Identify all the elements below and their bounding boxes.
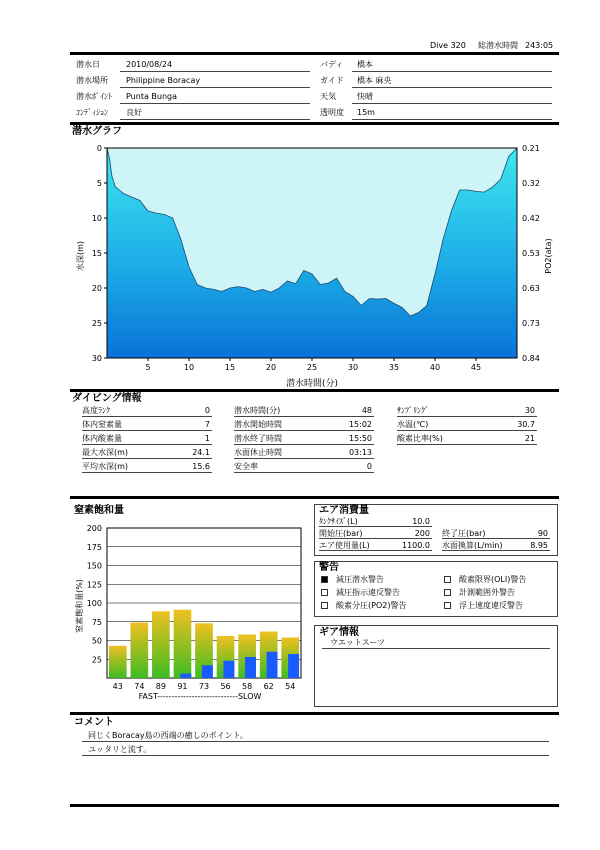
air-used-label: エア使用量(L) bbox=[319, 541, 370, 550]
nitrogen-y-tick-label: 125 bbox=[86, 580, 102, 590]
x-tick-label: 20 bbox=[265, 363, 277, 372]
comment-divider bbox=[70, 712, 559, 715]
di-value-sampling: 30 bbox=[524, 406, 535, 415]
po2-tick-label: 0.84 bbox=[522, 354, 540, 363]
di-value-safety: 0 bbox=[366, 462, 372, 471]
nitrogen-y-tick-label: 150 bbox=[86, 561, 102, 571]
di-value-oxygen-ratio: 21 bbox=[524, 434, 535, 443]
air-start-label: 開始圧(bar) bbox=[319, 529, 363, 538]
nitrogen-y-tick-label: 200 bbox=[86, 524, 102, 533]
nitrogen-bar bbox=[109, 646, 127, 678]
info-value-weather: 快晴 bbox=[357, 92, 373, 101]
x-tick-label: 25 bbox=[306, 363, 318, 372]
di-value-avg-depth: 15.6 bbox=[192, 462, 210, 471]
air-title: エア消費量 bbox=[319, 505, 369, 516]
gear-title: ギア情報 bbox=[319, 627, 359, 638]
nitrogen-x-tick-label: 74 bbox=[134, 682, 145, 691]
graph-divider bbox=[70, 122, 559, 125]
info-label-location: 潜水場所 bbox=[76, 76, 108, 85]
y-tick-label: 20 bbox=[91, 284, 102, 293]
di-value-end-time: 15:50 bbox=[348, 434, 372, 443]
di-value-nitrogen: 7 bbox=[204, 420, 210, 429]
warning-ascent-rate: 浮上速度違反警告 bbox=[444, 601, 523, 611]
air-start-value: 200 bbox=[414, 529, 430, 538]
nitrogen-chart bbox=[70, 516, 310, 712]
nitrogen-x-tick-label: 89 bbox=[155, 682, 166, 691]
x-tick-label: 15 bbox=[224, 363, 236, 372]
comment-title: コメント bbox=[74, 717, 114, 728]
nitrogen-x-tick-label: 56 bbox=[220, 682, 231, 691]
y-tick-label: 10 bbox=[91, 214, 102, 223]
di-label-start-time: 潜水開始時間 bbox=[234, 420, 282, 429]
nitrogen-divider bbox=[70, 496, 559, 499]
checkbox bbox=[321, 602, 328, 609]
po2-tick-label: 0.32 bbox=[522, 179, 540, 188]
warning-decompression: 減圧潜水警告 bbox=[321, 575, 384, 585]
warning-oli: 酸素限界(OLI)警告 bbox=[444, 575, 526, 585]
nitrogen-title: 窒素飽和量 bbox=[74, 505, 124, 516]
di-label-max-depth: 最大水深(m) bbox=[82, 448, 129, 457]
nitrogen-y-tick-label: 100 bbox=[86, 599, 102, 608]
po2-axis-label: PO2(ata) bbox=[544, 238, 553, 274]
di-label-surface-interval: 水面休止時間 bbox=[234, 448, 282, 457]
y-tick-label: 5 bbox=[96, 179, 102, 188]
nitrogen-bar-secondary bbox=[267, 652, 278, 678]
air-tank-value: 10.0 bbox=[412, 517, 430, 526]
graph-title: 潜水グラフ bbox=[72, 126, 122, 137]
po2-tick-label: 0.53 bbox=[522, 249, 540, 258]
diving-info-title: ダイビング情報 bbox=[72, 393, 142, 404]
di-label-oxygen-ratio: 酸素比率(%) bbox=[397, 434, 443, 443]
di-label-dive-time: 潜水時間(分) bbox=[234, 406, 281, 415]
info-value-location: Philippine Boracay bbox=[126, 76, 201, 85]
comment-line-2: ユッタリと流す。 bbox=[88, 745, 152, 754]
info-label-point: 潜水ﾎﾟｲﾝﾄ bbox=[76, 92, 112, 101]
nitrogen-bar bbox=[174, 610, 192, 678]
di-label-altitude: 高度ﾗﾝｸ bbox=[82, 406, 110, 415]
info-value-buddy: 橋本 bbox=[357, 60, 373, 69]
nitrogen-x-tick-label: 54 bbox=[285, 682, 296, 691]
nitrogen-bar-secondary bbox=[245, 657, 256, 678]
di-label-oxygen: 体内酸素量 bbox=[82, 434, 122, 443]
warning-deco-violation: 減圧指示違反警告 bbox=[321, 588, 400, 598]
x-tick-label: 40 bbox=[429, 363, 441, 372]
warnings-title: 警告 bbox=[319, 562, 339, 573]
po2-tick-label: 0.21 bbox=[522, 144, 540, 153]
di-label-water-temp: 水温(℃) bbox=[397, 420, 429, 429]
info-label-visibility: 透明度 bbox=[320, 108, 344, 117]
di-value-max-depth: 24.1 bbox=[192, 448, 210, 457]
nitrogen-x-tick-label: 62 bbox=[263, 682, 274, 691]
nitrogen-x-tick-label: 43 bbox=[112, 682, 123, 691]
info-label-condition: ｺﾝﾃﾞｨｼｮﾝ bbox=[76, 108, 108, 117]
y-tick-label: 25 bbox=[91, 319, 102, 328]
nitrogen-bar bbox=[130, 623, 148, 679]
di-value-surface-interval: 03:13 bbox=[348, 448, 372, 457]
nitrogen-bar-secondary bbox=[202, 665, 213, 678]
di-label-nitrogen: 体内窒素量 bbox=[82, 420, 122, 429]
di-value-oxygen: 1 bbox=[204, 434, 210, 443]
header-divider bbox=[70, 52, 559, 55]
info-label-guide: ガイド bbox=[320, 76, 344, 85]
nitrogen-x-tick-label: 91 bbox=[177, 682, 188, 691]
nitrogen-axis-label: 窒素飽和量(%) bbox=[75, 579, 84, 633]
info-value-visibility: 15m bbox=[357, 108, 375, 117]
x-tick-label: 30 bbox=[347, 363, 359, 372]
diving-info-divider bbox=[70, 389, 559, 392]
x-tick-label: 10 bbox=[183, 363, 195, 372]
y-tick-label: 30 bbox=[91, 354, 102, 363]
checkbox bbox=[444, 576, 451, 583]
y-tick-label: 15 bbox=[91, 249, 102, 258]
nitrogen-bar-secondary bbox=[288, 654, 299, 678]
di-value-altitude: 0 bbox=[204, 406, 210, 415]
info-value-point: Punta Bunga bbox=[126, 92, 178, 101]
checkbox bbox=[444, 589, 451, 596]
di-label-avg-depth: 平均水深(m) bbox=[82, 462, 129, 471]
di-label-sampling: ｻﾝﾌﾟﾘﾝｸﾞ bbox=[397, 406, 429, 415]
di-value-start-time: 15:02 bbox=[348, 420, 372, 429]
di-label-end-time: 潜水終了時間 bbox=[234, 434, 282, 443]
total-time-value: 243:05 bbox=[525, 41, 554, 50]
po2-tick-label: 0.73 bbox=[522, 319, 540, 328]
fast-slow-label: FAST----------------------------SLOW bbox=[138, 692, 262, 701]
total-time-label: 総潜水時間 bbox=[478, 41, 518, 50]
checkbox-checked bbox=[321, 576, 328, 583]
nitrogen-x-tick-label: 73 bbox=[198, 682, 210, 691]
footer-divider bbox=[70, 804, 559, 807]
nitrogen-x-tick-label: 58 bbox=[242, 682, 253, 691]
checkbox bbox=[444, 602, 451, 609]
air-used-value: 1100.0 bbox=[402, 541, 430, 550]
air-surface-label: 水面換算(L/min) bbox=[442, 541, 503, 550]
info-label-date: 潜水日 bbox=[76, 60, 100, 69]
x-tick-label: 35 bbox=[388, 363, 400, 372]
info-value-guide: 橋本 麻央 bbox=[357, 76, 392, 85]
info-label-weather: 天気 bbox=[320, 92, 336, 101]
gear-value: ウエットスーツ bbox=[330, 638, 386, 647]
dive-number: Dive 320 bbox=[430, 41, 466, 50]
di-label-safety: 安全率 bbox=[234, 462, 258, 471]
air-end-value: 90 bbox=[537, 529, 548, 538]
info-value-date: 2010/08/24 bbox=[126, 60, 173, 69]
depth-axis-label: 水深(m) bbox=[76, 240, 85, 272]
nitrogen-y-tick-label: 75 bbox=[91, 617, 102, 627]
air-end-label: 終了圧(bar) bbox=[442, 529, 486, 538]
info-value-condition: 良好 bbox=[126, 108, 142, 117]
x-tick-label: 45 bbox=[470, 363, 482, 372]
po2-tick-label: 0.42 bbox=[522, 214, 540, 223]
comment-line-1: 同じくBoracay島の西端の癒しのポイント。 bbox=[88, 731, 248, 740]
info-label-buddy: バディ bbox=[320, 60, 344, 69]
dive-profile-graph bbox=[70, 138, 560, 390]
nitrogen-bar-secondary bbox=[180, 674, 191, 679]
nitrogen-y-tick-label: 50 bbox=[91, 636, 102, 646]
air-surface-value: 8.95 bbox=[530, 541, 548, 550]
di-value-dive-time: 48 bbox=[361, 406, 372, 415]
warning-out-of-range: 計測範囲外警告 bbox=[444, 588, 515, 598]
nitrogen-bar bbox=[152, 611, 170, 678]
nitrogen-y-tick-label: 25 bbox=[91, 655, 102, 665]
time-axis-label: 潜水時間(分) bbox=[285, 379, 339, 389]
y-tick-label: 0 bbox=[96, 144, 102, 153]
po2-tick-label: 0.63 bbox=[522, 284, 540, 293]
air-tank-label: ﾀﾝｸｻｲｽﾞ(L) bbox=[319, 517, 358, 526]
warning-po2: 酸素分圧(PO2)警告 bbox=[321, 601, 406, 611]
x-tick-label: 5 bbox=[145, 363, 151, 372]
di-value-water-temp: 30.7 bbox=[517, 420, 535, 429]
nitrogen-bar-secondary bbox=[223, 661, 234, 678]
nitrogen-y-tick-label: 175 bbox=[86, 542, 102, 552]
checkbox bbox=[321, 589, 328, 596]
